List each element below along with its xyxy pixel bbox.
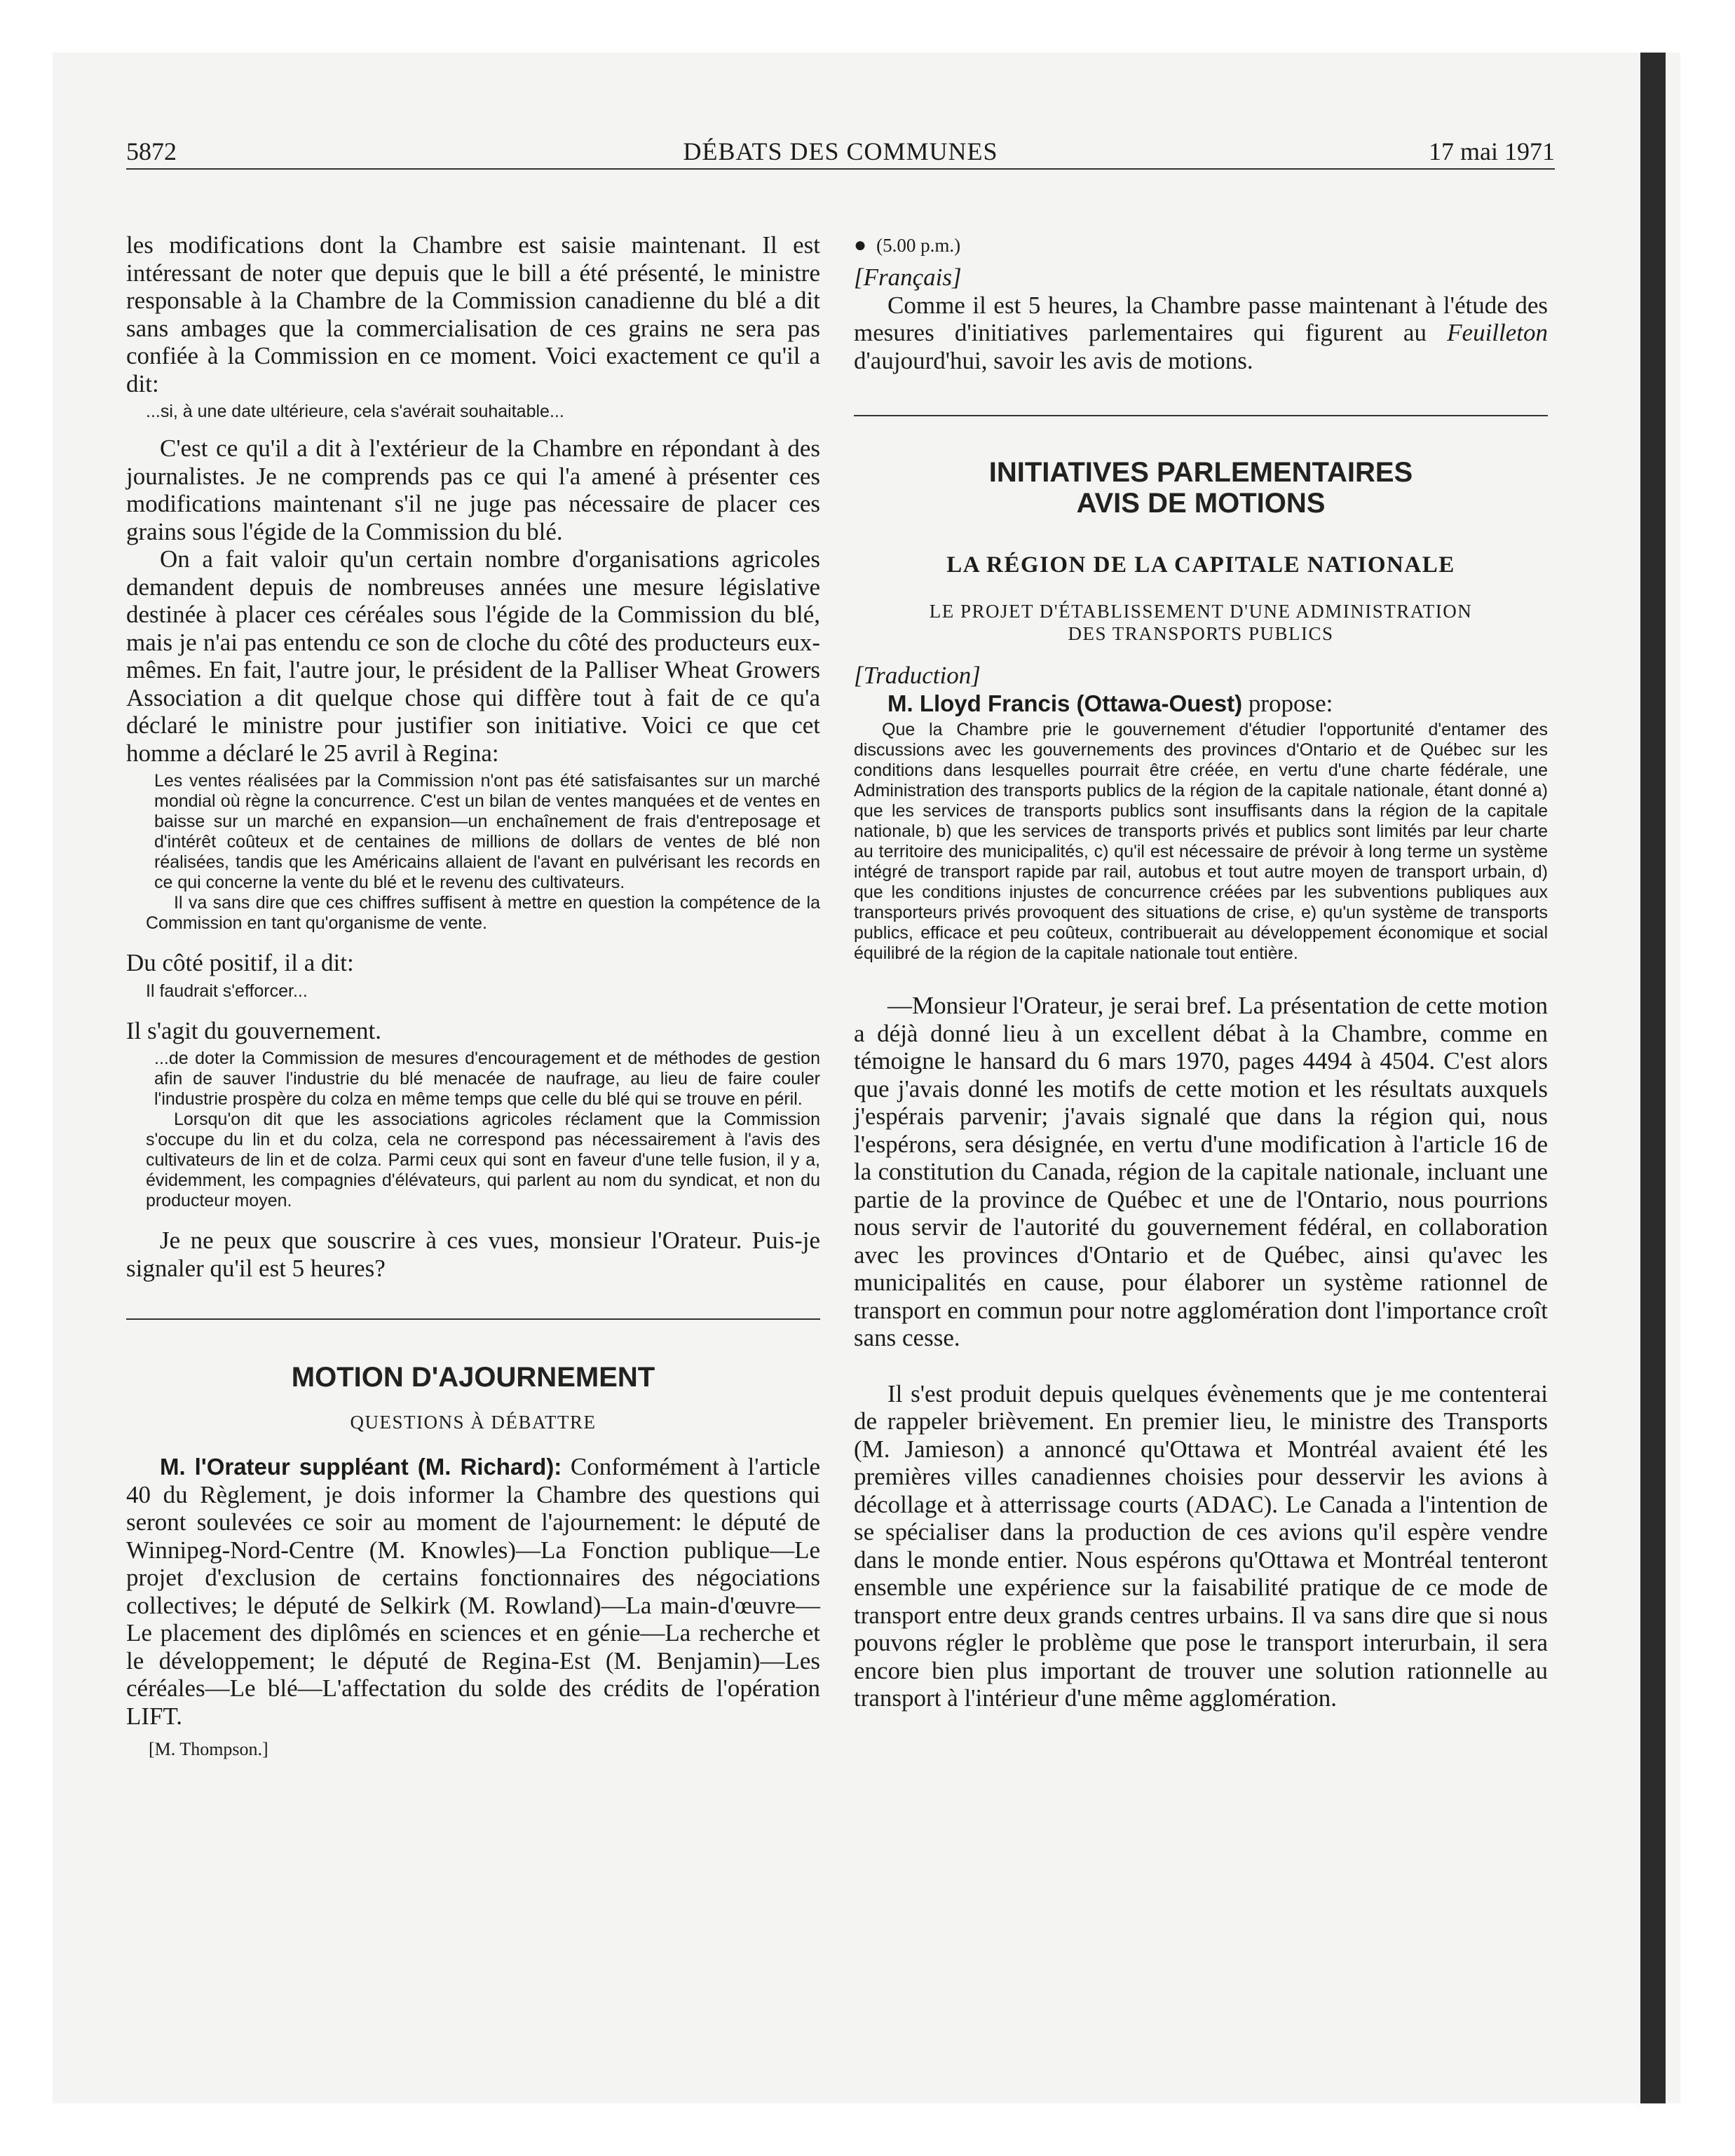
section-divider — [126, 1318, 820, 1320]
paragraph: On a fait valoir qu'un certain nombre d'organisations agricoles demandent depuis de nombreuses années une mesure législative destinée à placer ces céréales sous l'égide de la Commission du blé, mais je n'ai pas entendu ce son de cloche du côté des producteurs eux-mêmes. En fait, l'autre jour, le président de la Palliser Wheat Growers Association a dit quelque chose qui diffère tout à fait de ce qu'a déclaré le ministre pour justifier son initiative. Voici ce que cet homme a déclaré le 25 avril à Regina: — [126, 545, 820, 767]
right-column — [854, 231, 1548, 1712]
paragraph — [126, 1453, 820, 1730]
section-heading: AVIS DE MOTIONS — [1076, 488, 1326, 519]
paragraph: les modifications dont la Chambre est saisie maintenant. Il est intéressant de noter que depuis que le bill a été présenté, le ministre responsable à la Chambre de la Commission canadienne du blé a dit sans ambages que la commercialisation de ces grains ne sera pas confiée à la Commission en ce moment. Voici exactement ce qu'il a dit: — [126, 231, 820, 397]
quotation: ...de doter la Commission de mesures d'encouragement et de méthodes de gestion afin de sauver l'industrie du blé menacée de naufrage, au lieu de faire couler l'industrie prospère du colza en même temps que celle du blé qui se trouve en péril. — [154, 1049, 820, 1109]
paragraph: Du côté positif, il a dit: — [126, 949, 354, 976]
section-heading: INITIATIVES PARLEMENTAIRES — [988, 457, 1413, 488]
paragraph: Je ne peux que souscrire à ces vues, monsieur l'Orateur. Puis-je signaler qu'il est 5 heures? — [126, 1227, 820, 1282]
issue-date: 17 mai 1971 — [1429, 137, 1555, 165]
paragraph-text: d'aujourd'hui, savoir les avis de motions. — [854, 346, 1253, 374]
quotation: Il va sans dire que ces chiffres suffisent à mettre en question la compétence de la Commission en tant qu'organisme de vente. — [146, 893, 820, 933]
paragraph — [854, 690, 1548, 718]
paragraph-text: Comme il est 5 heures, la Chambre passe maintenant à l'étude des mesures d'initiatives parlementaires qui figurent au — [854, 291, 1548, 346]
topic-heading: LE PROJET D'ÉTABLISSEMENT D'UNE ADMINISTRATION — [929, 601, 1473, 622]
paragraph — [854, 292, 1548, 375]
publication-title: DÉBATS DES COMMUNES — [683, 137, 998, 165]
speaker-name: M. l'Orateur suppléant (M. Richard): — [160, 1454, 562, 1480]
language-note: [Français] — [854, 264, 962, 291]
language-note: [Traduction] — [854, 662, 981, 689]
time-marker — [854, 231, 1548, 259]
topic-heading: DES TRANSPORTS PUBLICS — [1068, 623, 1334, 644]
quotation: ...si, à une date ultérieure, cela s'avérait souhaitable... — [146, 402, 564, 421]
quotation: Il faudrait s'efforcer... — [146, 981, 308, 1001]
left-column — [126, 231, 820, 1761]
paragraph-text: propose: — [1248, 689, 1333, 717]
bullet-icon: ● — [854, 233, 867, 257]
quotation: Lorsqu'on dit que les associations agricoles réclament que la Commission s'occupe du lin et du colza, cela ne correspond pas nécessairement à l'avis des cultivateurs de lin et de colza. Parmi ceux qui sont en faveur d'une telle fusion, il y a, évidemment, les compagnies d'élévateurs, qui parlent au nom du syndicat, et non du producteur moyen. — [146, 1110, 820, 1210]
speaker-name: M. Lloyd Francis (Ottawa-Ouest) — [887, 690, 1243, 716]
paragraph: Il s'est produit depuis quelques évènements que je me contenterai de rappeler brièvement. En premier lieu, le ministre des Transports (M. Jamieson) a annoncé qu'Ottawa et Montréal avaient été les premières villes canadiennes choisies pour desservir les avions à décollage et à atterrissage courts (ADAC). Le Canada a l'intention de se spécialiser dans la production de ces avions qu'il espère vendre dans le monde entier. Nous espérons qu'Ottawa et Montréal tenteront ensemble une expérience sur la faisabilité pratique de ce mode de transport entre deux grands centres urbains. Il va sans dire que si nous pouvons régler le problème que pose le transport interurbain, il sera encore bien plus important de trouver une solution rationnelle au transport à l'intérieur d'une même agglomération. — [854, 1379, 1548, 1712]
quotation: Les ventes réalisées par la Commission n'ont pas été satisfaisantes sur un marché mondial où règne la concurrence. C'est un bilan de ventes manquées et de ventes en baisse sur un marché en expansion—un enchaînement de frais d'entreposage et d'intérêt coûteux et de centaines de millions de dollars de ventes de blé non réalisées, tandis que les Américains allaient de l'avant en pulvérisant les records en ce qui concerne la vente du blé et le revenu des cultivateurs. — [154, 771, 820, 892]
page-number: 5872 — [126, 137, 177, 165]
section-subheading: QUESTIONS À DÉBATTRE — [350, 1412, 597, 1433]
paragraph: Il s'agit du gouvernement. — [126, 1016, 381, 1044]
paragraph-text: Conformément à l'article 40 du Règlement, je dois informer la Chambre des questions qui seront soulevées ce soir au moment de l'ajournement: le député de Winnipeg-Nord-Centre (M. Knowles)—La Fonction publique—Le projet d'exclusion de certains fonctionnaires des négociations collectives; le député de Selkirk (M. Rowland)—La main-d'œuvre—Le placement des diplômés en sciences et en génie—La recherche et le développement; le député de Regina-Est (M. Benjamin)—Les céréales—Le blé—L'affectation du solde des crédits de l'opération LIFT. — [126, 1453, 821, 1730]
section-subheading: LA RÉGION DE LA CAPITALE NATIONALE — [946, 552, 1455, 578]
paragraph: —Monsieur l'Orateur, je serai bref. La présentation de cette motion a déjà donné lieu à un excellent débat à la Chambre, comme en témoigne le hansard du 6 mars 1970, pages 4494 à 4504. C'est alors que j'avais donné les motifs de cette motion et les résultats auxquels j'espérais parvenir; j'avais signalé que dans la région qui, nous l'espérons, sera désignée, en vertu d'une modification à l'article 16 de la constitution du Canada, région de la capitale nationale, incluant une partie de la province de Québec et une de l'Ontario, nous pourrions nous servir de l'autorité du gouvernement fédéral, en collaboration avec les provinces d'Ontario et de Québec, ainsi qu'avec les municipalités en cause, pour élaborer un système rationnel de transport en commun pour notre agglomération dont l'importance croît sans cesse. — [854, 992, 1548, 1351]
running-head — [126, 135, 1555, 170]
section-divider — [854, 415, 1548, 416]
speaker-reference: [M. Thompson.] — [149, 1739, 268, 1759]
italic-term: Feuilleton — [1447, 319, 1549, 346]
motion-text: Que la Chambre prie le gouvernement d'étudier l'opportunité d'entamer des discussions avec les gouvernements des provinces d'Ontario et de Québec sur les conditions dans lesquelles pourrait être créée, en vertu d'une charte fédérale, une Administration des transports publics de la région de la capitale nationale, étant donné a) que les services de transports publics sont insuffisants dans la région de la capitale nationale, b) que les services de transports privés et publics sont limités par leur charte au territoire des municipalités, c) qu'il est nécessaire de prévoir à long terme un système intégré de transport rapide par rail, autobus et tout autre moyen de transport urbain, d) que les conditions injustes de concurrence créées par les subventions publiques aux transporteurs privés provoquent des situations de crise, e) qu'un système de transports publics, efficace et peu coûteux, contribuerait au développement économique et social équilibré de la région de la capitale nationale tout entière. — [854, 720, 1548, 963]
section-heading: MOTION D'AJOURNEMENT — [291, 1362, 655, 1393]
paragraph: C'est ce qu'il a dit à l'extérieur de la Chambre en répondant à des journalistes. Je ne comprends pas ce qui l'a amené à présenter ces modifications maintenant s'il ne juge pas nécessaire de placer ces grains sous l'égide de la Commission du blé. — [126, 435, 820, 545]
binding-edge — [1640, 53, 1666, 2103]
time-text: (5.00 p.m.) — [876, 235, 961, 256]
